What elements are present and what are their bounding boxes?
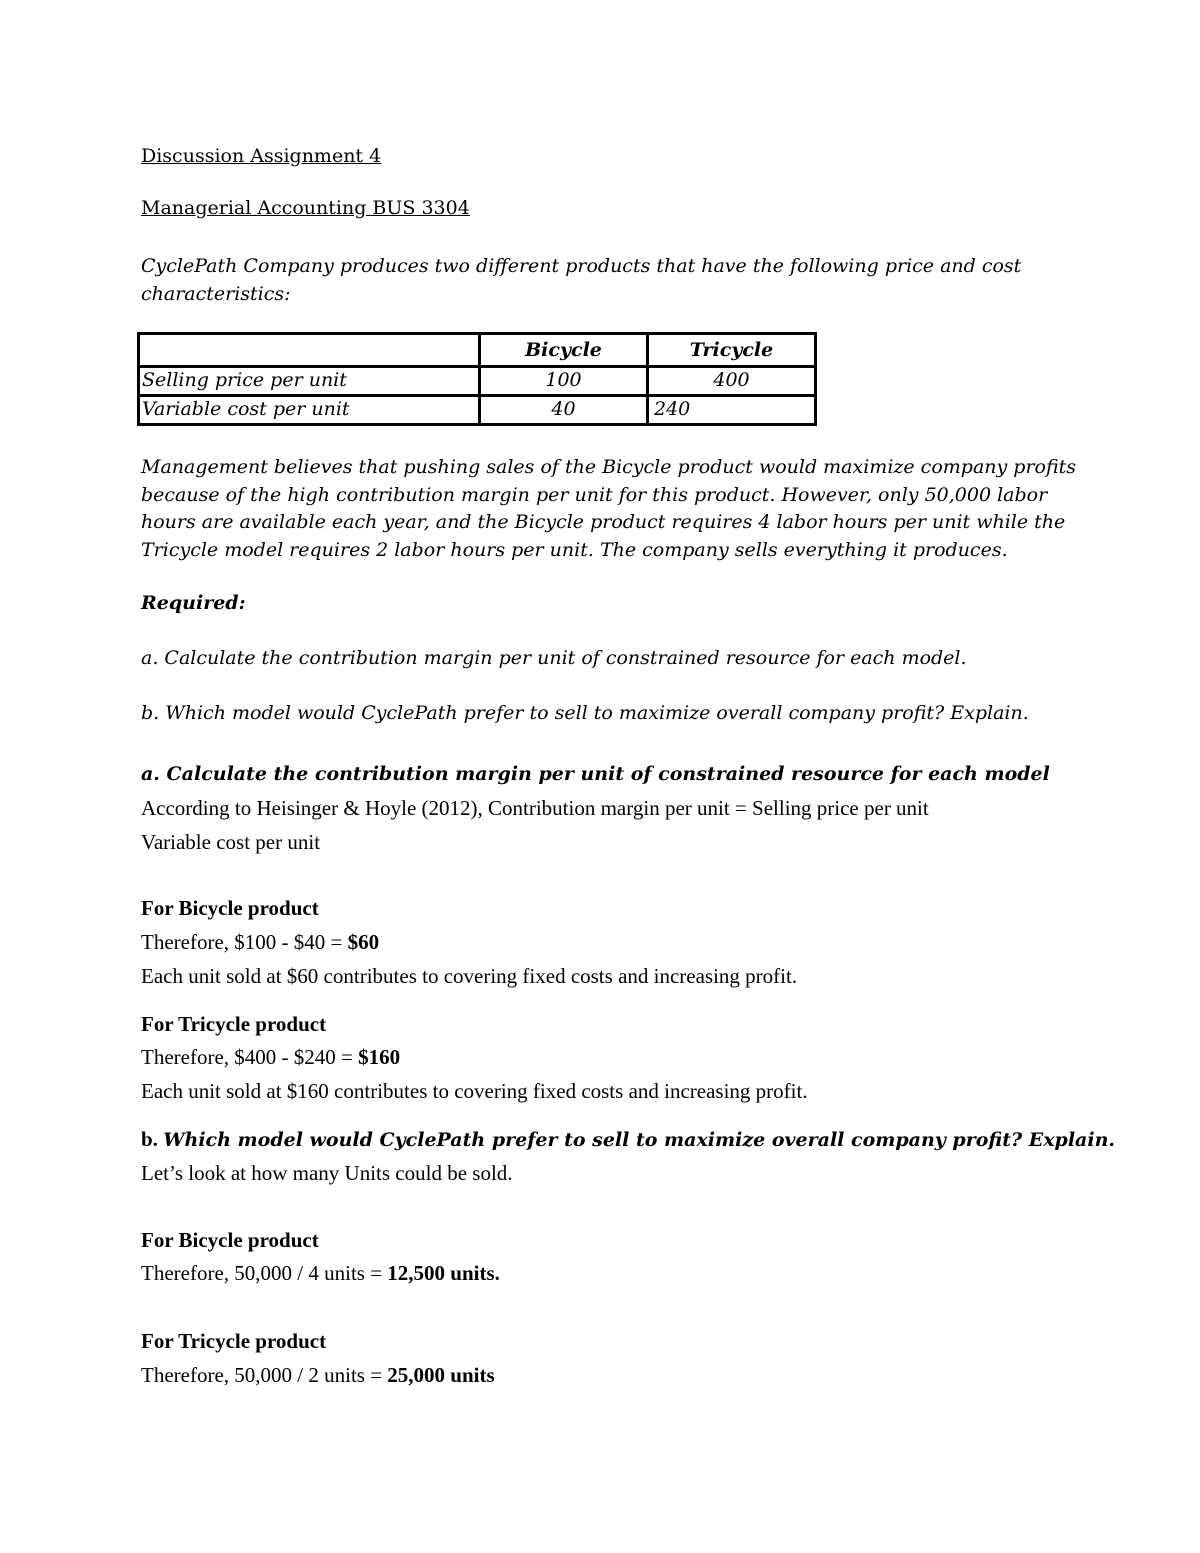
table-header-bicycle: Bicycle [525, 339, 602, 361]
answer-b-tricycle-calc [141, 1361, 495, 1389]
answer-a-heading: a. Calculate the contribution margin per unit of constrained resource for each model [141, 763, 1050, 785]
answer-a-bicycle-note: Each unit sold at $60 contributes to covering fixed costs and increasing profit. [141, 964, 798, 988]
scenario-line-2: because of the high contribution margin per unit for this product. However, only 50,000 labor [141, 484, 1048, 506]
table-row-label: Selling price per unit [142, 369, 347, 391]
calc-text: Therefore, 50,000 / 2 units = [141, 1363, 388, 1387]
answer-a-bicycle-calc [141, 928, 379, 956]
calc-result: 25,000 units [387, 1363, 495, 1387]
answer-a-tricycle-label: For Tricycle product [141, 1012, 327, 1036]
answer-b-bicycle-calc [141, 1259, 500, 1287]
question-b: b. Which model would CyclePath prefer to sell to maximize overall company profit? Explain. [141, 702, 1029, 724]
answer-a-tricycle-note: Each unit sold at $160 contributes to covering fixed costs and increasing profit. [141, 1079, 808, 1103]
answer-a-tricycle-calc [141, 1043, 400, 1071]
answer-b-heading [141, 1125, 1115, 1154]
table-row-label: Variable cost per unit [142, 398, 350, 420]
answer-b-tricycle-label: For Tricycle product [141, 1329, 327, 1353]
calc-result: $160 [358, 1045, 401, 1069]
calc-text: Therefore, 50,000 / 4 units = [141, 1261, 388, 1285]
scenario-line-1: Management believes that pushing sales of the Bicycle product would maximize company profits [141, 456, 1077, 478]
calc-result: $60 [347, 930, 380, 954]
scenario-line-3: hours are available each year, and the Bicycle product requires 4 labor hours per unit while the [141, 511, 1066, 533]
answer-a-intro-1: According to Heisinger & Hoyle (2012), Contribution margin per unit = Selling price per unit [141, 796, 929, 820]
table-cell: 400 [713, 369, 750, 391]
answer-b-prefix: b. [141, 1127, 164, 1151]
answer-b-bicycle-label: For Bicycle product [141, 1228, 319, 1252]
table-cell: 40 [551, 398, 576, 420]
calc-text: Therefore, $400 - $240 = [141, 1045, 359, 1069]
answer-a-intro-2: Variable cost per unit [141, 830, 321, 854]
required-label: Required: [141, 592, 246, 614]
course-title: Managerial Accounting BUS 3304 [141, 197, 470, 219]
price-cost-table [137, 332, 817, 426]
answer-b-intro: Let’s look at how many Units could be sold. [141, 1161, 513, 1185]
table-header-tricycle: Tricycle [689, 339, 774, 361]
calc-result: 12,500 units. [387, 1261, 500, 1285]
intro-line-1: CyclePath Company produces two different products that have the following price and cost [141, 255, 1022, 277]
document-title: Discussion Assignment 4 [141, 145, 382, 167]
table-cell: 240 [654, 398, 691, 420]
answer-b-question: Which model would CyclePath prefer to sell to maximize overall company profit? Explain. [163, 1129, 1115, 1151]
calc-text: Therefore, $100 - $40 = [141, 930, 348, 954]
intro-line-2: characteristics: [141, 283, 291, 305]
question-a: a. Calculate the contribution margin per unit of constrained resource for each model. [141, 647, 967, 669]
answer-a-bicycle-label: For Bicycle product [141, 896, 319, 920]
scenario-line-4: Tricycle model requires 2 labor hours per unit. The company sells everything it produces. [141, 539, 1008, 561]
table-cell: 100 [545, 369, 582, 391]
